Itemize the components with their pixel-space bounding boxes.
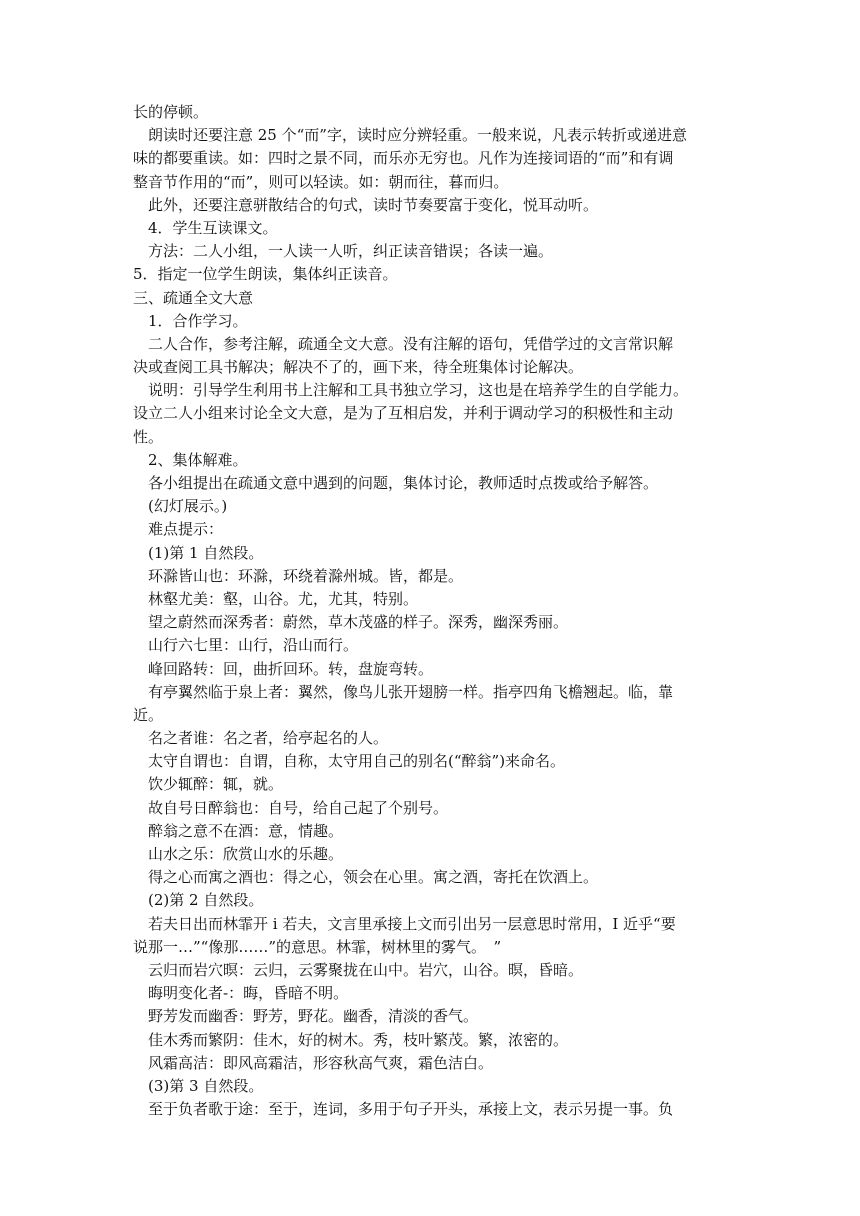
text-line: 性。: [133, 427, 164, 446]
text-line: 若夫日出而林霏开 i 若夫，文言里承接上文而引出另一层意思时常用，I 近乎“要: [148, 914, 676, 933]
text-line: 各小组提出在疏通文意中遇到的问题，集体讨论，教师适时点拨或给予解答。: [148, 474, 659, 492]
text-line: 2、集体解难。: [148, 450, 248, 469]
text-line: 太守自谓也：自谓，自称，太守用自己的别名(“醉翁”)来命名。: [148, 752, 566, 771]
text-line: 至于负者歌于途：至于，连词，多用于句子开头，承接上文，表示另提一事。负: [148, 1100, 674, 1119]
text-line: 味的都要重读。如：四时之景不同，而乐亦无穷也。凡作为连接词语的“而”和有调: [133, 149, 674, 168]
text-line: 整音节作用的“而”，则可以轻读。如：朝而往，暮而归。: [133, 172, 509, 191]
text-line: 佳木秀而繁阴：佳木，好的树木。秀，枝叶繁茂。繁，浓密的。: [148, 1030, 569, 1049]
text-line: 决或查阅工具书解决；解决不了的，画下来，待全班集体讨论解决。: [133, 358, 584, 377]
text-line: 风霜高洁：即风高霜洁，形容秋高气爽，霜色洁白。: [148, 1053, 494, 1072]
text-line: 近。: [133, 705, 164, 724]
document-body: [133, 101, 739, 1121]
text-line: 山水之乐：欣赏山水的乐趣。: [148, 845, 344, 863]
text-line: 望之蔚然而深秀者：蔚然，草木茂盛的样子。深秀，幽深秀丽。: [148, 613, 569, 632]
text-line: 晦明变化者-：晦，昏暗不明。: [148, 984, 349, 1003]
text-line: 得之心而寓之酒也：得之心，领会在心里。寓之酒，寄托在饮酒上。: [148, 868, 599, 887]
text-line: 林壑尤美：壑，山谷。尤，尤其，特别。: [148, 589, 419, 608]
text-line: 环滁皆山也：环滁，环绕着滁州城。皆，都是。: [148, 566, 464, 585]
text-line: (幻灯展示。): [148, 497, 228, 516]
text-line: 二人合作，参考注解，疏通全文大意。没有注解的语句，凭借学过的文言常识解: [148, 334, 674, 353]
text-line: 说明：引导学生利用书上注解和工具书独立学习，这也是在培养学生的自学能力。: [148, 381, 689, 400]
text-line: 山行六七里：山行，沿山而行。: [148, 636, 359, 655]
text-line: 有亭翼然临于泉上者：翼然，像鸟儿张开翅膀一样。指亭四角飞檐翘起。临，靠: [148, 682, 674, 701]
text-line: (1)第 1 自然段。: [148, 543, 264, 562]
text-line: 云归而岩穴暝：云归，云雾聚拢在山中。岩穴，山谷。暝，昏暗。: [148, 960, 584, 979]
text-line: 故自号日醉翁也：自号，给自己起了个别号。: [148, 798, 449, 817]
text-line: (2)第 2 自然段。: [148, 891, 264, 910]
text-line: 说那一…”“像那……”的意思。林霏，树林里的雾气。 ”: [133, 937, 502, 956]
text-line: 难点提示：: [148, 520, 224, 539]
text-line: 饮少辄醉：辄，就。: [148, 775, 284, 794]
text-line: 此外，还要注意骈散结合的句式，读时节奏要富于变化，悦耳动听。: [148, 195, 599, 214]
text-line: 朗读时还要注意 25 个“而”字，读时应分辨轻重。一般来说，凡表示转折或递进意: [148, 126, 687, 145]
text-line: 长的停顿。: [133, 103, 209, 121]
text-line: 醉翁之意不在酒：意，情趣。: [148, 821, 344, 840]
text-line: 野芳发而幽香：野芳，野花。幽香，清淡的香气。: [148, 1007, 479, 1026]
text-line: 设立二人小组来讨论全文大意，是为了互相启发，并利于调动学习的积极性和主动: [133, 404, 674, 423]
text-line: 名之者谁：名之者，给亭起名的人。: [148, 729, 389, 748]
text-line: (3)第 3 自然段。: [148, 1076, 264, 1095]
text-line: 4．学生互读课文。: [148, 218, 278, 237]
text-line: 方法：二人小组，一人读一人听，纠正读音错误；各读一遍。: [148, 242, 554, 261]
text-line: 5．指定一位学生朗读，集体纠正读音。: [133, 265, 398, 284]
text-line: 三、疏通全文大意: [133, 288, 254, 307]
text-line: 1．合作学习。: [148, 311, 248, 330]
text-line: 峰回路转：回，曲折回环。转，盘旋弯转。: [148, 659, 434, 678]
